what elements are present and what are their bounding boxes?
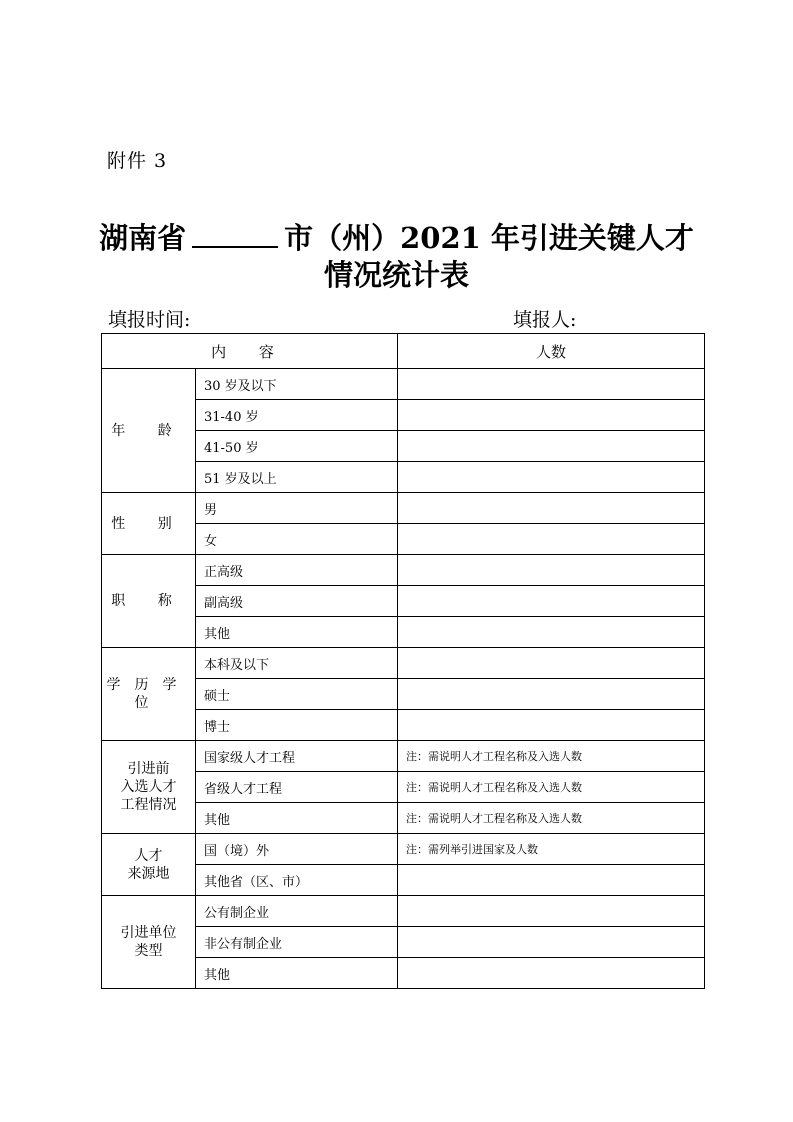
title-prefix: 湖南省 [99,221,187,255]
category-line: 引进单位 [120,925,177,941]
count-cell[interactable] [398,369,705,400]
table-header-row [102,334,705,369]
item-cell: 其他 [196,803,398,834]
item-cell: 省级人才工程 [196,772,398,803]
item-cell: 其他 [196,958,398,989]
item-cell: 副高级 [196,586,398,617]
item-cell: 国（境）外 [196,834,398,865]
count-cell[interactable] [398,865,705,896]
item-cell: 女 [196,524,398,555]
item-cell: 30 岁及以下 [196,369,398,400]
count-cell[interactable] [398,710,705,741]
count-cell[interactable] [398,679,705,710]
table-row [102,493,705,524]
table-row [102,741,705,772]
count-cell[interactable]: 注：需说明人才工程名称及入选人数 [398,772,705,803]
count-cell[interactable] [398,400,705,431]
category-cell [102,896,196,989]
item-cell: 本科及以下 [196,648,398,679]
count-cell[interactable] [398,493,705,524]
title-suffix: 市（州）2021 年引进关键人才 [284,221,694,255]
table-row [102,555,705,586]
document-title-line1 [0,220,793,256]
city-blank-underline[interactable] [192,220,278,248]
item-cell: 其他省（区、市） [196,865,398,896]
filler-label: 填报人: [513,309,577,331]
item-cell: 公有制企业 [196,896,398,927]
count-cell[interactable] [398,524,705,555]
count-cell[interactable]: 注：需说明人才工程名称及入选人数 [398,741,705,772]
table-row [102,648,705,679]
count-cell[interactable] [398,586,705,617]
category-line: 工程情况 [120,797,177,813]
count-cell[interactable] [398,896,705,927]
count-cell[interactable] [398,648,705,679]
statistics-table [101,333,705,989]
category-cell [102,741,196,834]
category-cell [102,493,196,555]
item-cell: 博士 [196,710,398,741]
count-cell[interactable]: 注：需列举引进国家及人数 [398,834,705,865]
document-title-line2: 情况统计表 [323,258,469,292]
item-cell: 国家级人才工程 [196,741,398,772]
item-cell: 正高级 [196,555,398,586]
count-cell[interactable] [398,958,705,989]
category-cell [102,369,196,493]
table-row [102,896,705,927]
item-cell: 男 [196,493,398,524]
category-label: 学历学位 [106,677,191,711]
category-label: 职 称 [111,593,186,609]
header-count: 人数 [398,334,705,369]
category-line: 来源地 [127,865,170,882]
category-cell [102,555,196,648]
count-cell[interactable] [398,927,705,958]
attachment-label: 附件 3 [107,150,168,172]
item-cell: 其他 [196,617,398,648]
count-cell[interactable]: 注：需说明人才工程名称及入选人数 [398,803,705,834]
table-row [102,369,705,400]
count-cell[interactable] [398,462,705,493]
item-cell: 31-40 岁 [196,400,398,431]
item-cell: 51 岁及以上 [196,462,398,493]
item-cell: 41-50 岁 [196,431,398,462]
category-line: 人才 [134,847,163,864]
category-line: 类型 [134,943,163,959]
item-cell: 非公有制企业 [196,927,398,958]
category-cell [102,834,196,896]
count-cell[interactable] [398,555,705,586]
fill-time-label: 填报时间: [108,309,191,331]
count-cell[interactable] [398,431,705,462]
category-label: 年 龄 [111,422,186,439]
category-label: 性 别 [111,515,186,532]
item-cell: 硕士 [196,679,398,710]
count-cell[interactable] [398,617,705,648]
header-content: 内 容 [102,334,398,369]
category-cell [102,648,196,741]
category-line: 引进前 [127,761,170,777]
table-row [102,834,705,865]
category-line: 入选人才 [120,779,177,795]
